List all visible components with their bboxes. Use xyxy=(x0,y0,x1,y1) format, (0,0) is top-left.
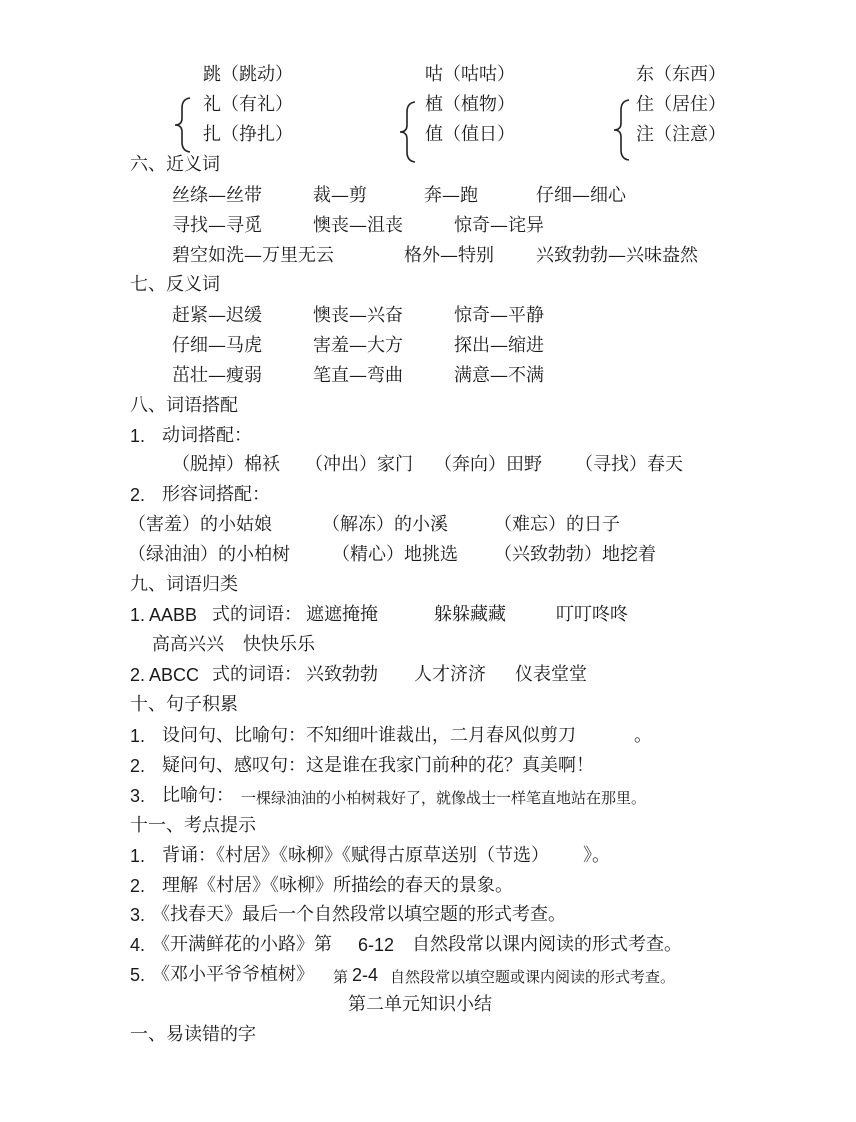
subheading: 式的词语： xyxy=(212,664,302,685)
verb-collocation: （奔向）田野 xyxy=(434,454,542,475)
item-number: 2. xyxy=(130,485,146,505)
synonym-pair: 惊奇—诧异 xyxy=(454,215,544,236)
synonym-pair: 奔—跑 xyxy=(424,185,478,206)
poly-col3-item: 东（东西） xyxy=(636,64,726,85)
section-heading: 一、易读错的字 xyxy=(130,1024,256,1045)
synonym-pair: 仔细—细心 xyxy=(536,185,626,206)
unit-title: 第二单元知识小结 xyxy=(348,994,492,1015)
antonym-pair: 惊奇—平静 xyxy=(454,305,544,326)
antonym-pair: 赶紧—迟缓 xyxy=(172,305,262,326)
left-brace-icon xyxy=(611,98,633,162)
exam-point-tail: 》。 xyxy=(583,845,610,866)
antonym-pair: 懊丧—兴奋 xyxy=(313,305,403,326)
sentence-label: 比喻句： xyxy=(162,785,234,806)
section-heading: 九、词语归类 xyxy=(130,574,238,595)
verb-collocation: （冲出）家门 xyxy=(305,454,413,475)
synonym-pair: 裁—剪 xyxy=(313,185,367,206)
item-number: 4. xyxy=(130,935,146,955)
word: 高高兴兴 xyxy=(152,634,224,655)
poly-col2-item: 咕（咕咕） xyxy=(425,64,515,85)
section-heading: 六、近义词 xyxy=(130,154,220,175)
poly-col3-item: 注（注意） xyxy=(636,124,726,145)
verb-collocation: （寻找）春天 xyxy=(575,454,683,475)
item-number: 2. xyxy=(130,756,146,776)
adj-collocation: （解冻）的小溪 xyxy=(322,514,448,535)
exam-point: 第 xyxy=(333,968,349,986)
synonym-pair: 丝绦—丝带 xyxy=(172,185,262,206)
poly-col2-item: 值（值日） xyxy=(425,124,515,145)
section-heading: 十一、考点提示 xyxy=(130,815,256,836)
antonym-pair: 满意—不满 xyxy=(454,365,544,386)
adj-collocation: （害羞）的小姑娘 xyxy=(128,514,272,535)
item-number: 2. xyxy=(130,876,146,896)
subheading: 式的词语： xyxy=(212,604,302,625)
antonym-pair: 笔直—弯曲 xyxy=(313,365,403,386)
subheading: 动词搭配： xyxy=(162,425,252,446)
item-number: 1. AABB xyxy=(130,605,198,625)
poly-col3-item: 住（居住） xyxy=(636,94,726,115)
word: 叮叮咚咚 xyxy=(556,604,628,625)
poly-col1-item: 跳（跳动） xyxy=(203,64,293,85)
synonym-pair: 碧空如洗—万里无云 xyxy=(172,245,334,266)
poly-col1-item: 礼（有礼） xyxy=(203,94,293,115)
exam-point: 自然段常以填空题或课内阅读的形式考查。 xyxy=(390,968,676,986)
item-number: 5. xyxy=(130,965,146,985)
section-heading: 七、反义词 xyxy=(130,274,220,295)
word: 躲躲藏藏 xyxy=(434,604,506,625)
item-number: 2. ABCC xyxy=(130,665,200,685)
exam-point: 《邓小平爷爷植树》 xyxy=(152,964,314,985)
exam-point: 自然段常以课内阅读的形式考查。 xyxy=(412,934,682,955)
paragraph-range: 2-4 xyxy=(352,965,379,985)
item-number: 1. xyxy=(130,846,146,866)
adj-collocation: （绿油油）的小柏树 xyxy=(128,544,290,565)
synonym-pair: 兴致勃勃—兴味盎然 xyxy=(536,245,698,266)
paragraph-range: 6-12 xyxy=(358,935,395,955)
exam-point: 《开满鲜花的小路》第 xyxy=(152,934,332,955)
word: 遮遮掩掩 xyxy=(306,604,378,625)
exam-point: 《找春天》最后一个自然段常以填空题的形式考查。 xyxy=(152,904,566,925)
synonym-pair: 寻找—寻觅 xyxy=(172,215,262,236)
sentence: 一棵绿油油的小柏树栽好了，就像战士一样笔直地站在那里。 xyxy=(241,789,647,807)
sentence: 设问句、比喻句：不知细叶谁裁出，二月春风似剪刀 xyxy=(162,725,576,746)
sentence-tail: 。 xyxy=(634,725,652,746)
left-brace-icon xyxy=(172,96,194,154)
item-number: 3. xyxy=(130,905,146,925)
poly-col2-item: 植（植物） xyxy=(425,94,515,115)
word: 兴致勃勃 xyxy=(306,664,378,685)
antonym-pair: 害羞—大方 xyxy=(313,335,403,356)
antonym-pair: 探出—缩进 xyxy=(454,335,544,356)
adj-collocation: （难忘）的日子 xyxy=(494,514,620,535)
synonym-pair: 格外—特别 xyxy=(404,245,494,266)
antonym-pair: 茁壮—瘦弱 xyxy=(172,365,262,386)
item-number: 1. xyxy=(130,726,146,746)
item-number: 1. xyxy=(130,426,146,446)
verb-collocation: （脱掉）棉袄 xyxy=(172,454,280,475)
synonym-pair: 懊丧—沮丧 xyxy=(313,215,403,236)
exam-point: 理解《村居》《咏柳》所描绘的春天的景象。 xyxy=(162,875,513,896)
section-heading: 十、句子积累 xyxy=(130,694,238,715)
subheading: 形容词搭配： xyxy=(162,484,270,505)
poly-col1-item: 扎（挣扎） xyxy=(203,124,293,145)
word: 人才济济 xyxy=(414,664,486,685)
antonym-pair: 仔细—马虎 xyxy=(172,335,262,356)
exam-point: 背诵：《村居》《咏柳》《赋得古原草送别（节选） xyxy=(162,845,549,866)
adj-collocation: （兴致勃勃）地挖着 xyxy=(494,544,656,565)
item-number: 3. xyxy=(130,786,146,806)
sentence: 疑问句、感叹句：这是谁在我家门前种的花？真美啊！ xyxy=(162,755,594,776)
word: 快快乐乐 xyxy=(243,634,315,655)
left-brace-icon xyxy=(397,100,419,164)
word: 仪表堂堂 xyxy=(515,664,587,685)
adj-collocation: （精心）地挑选 xyxy=(332,544,458,565)
section-heading: 八、词语搭配 xyxy=(130,395,238,416)
